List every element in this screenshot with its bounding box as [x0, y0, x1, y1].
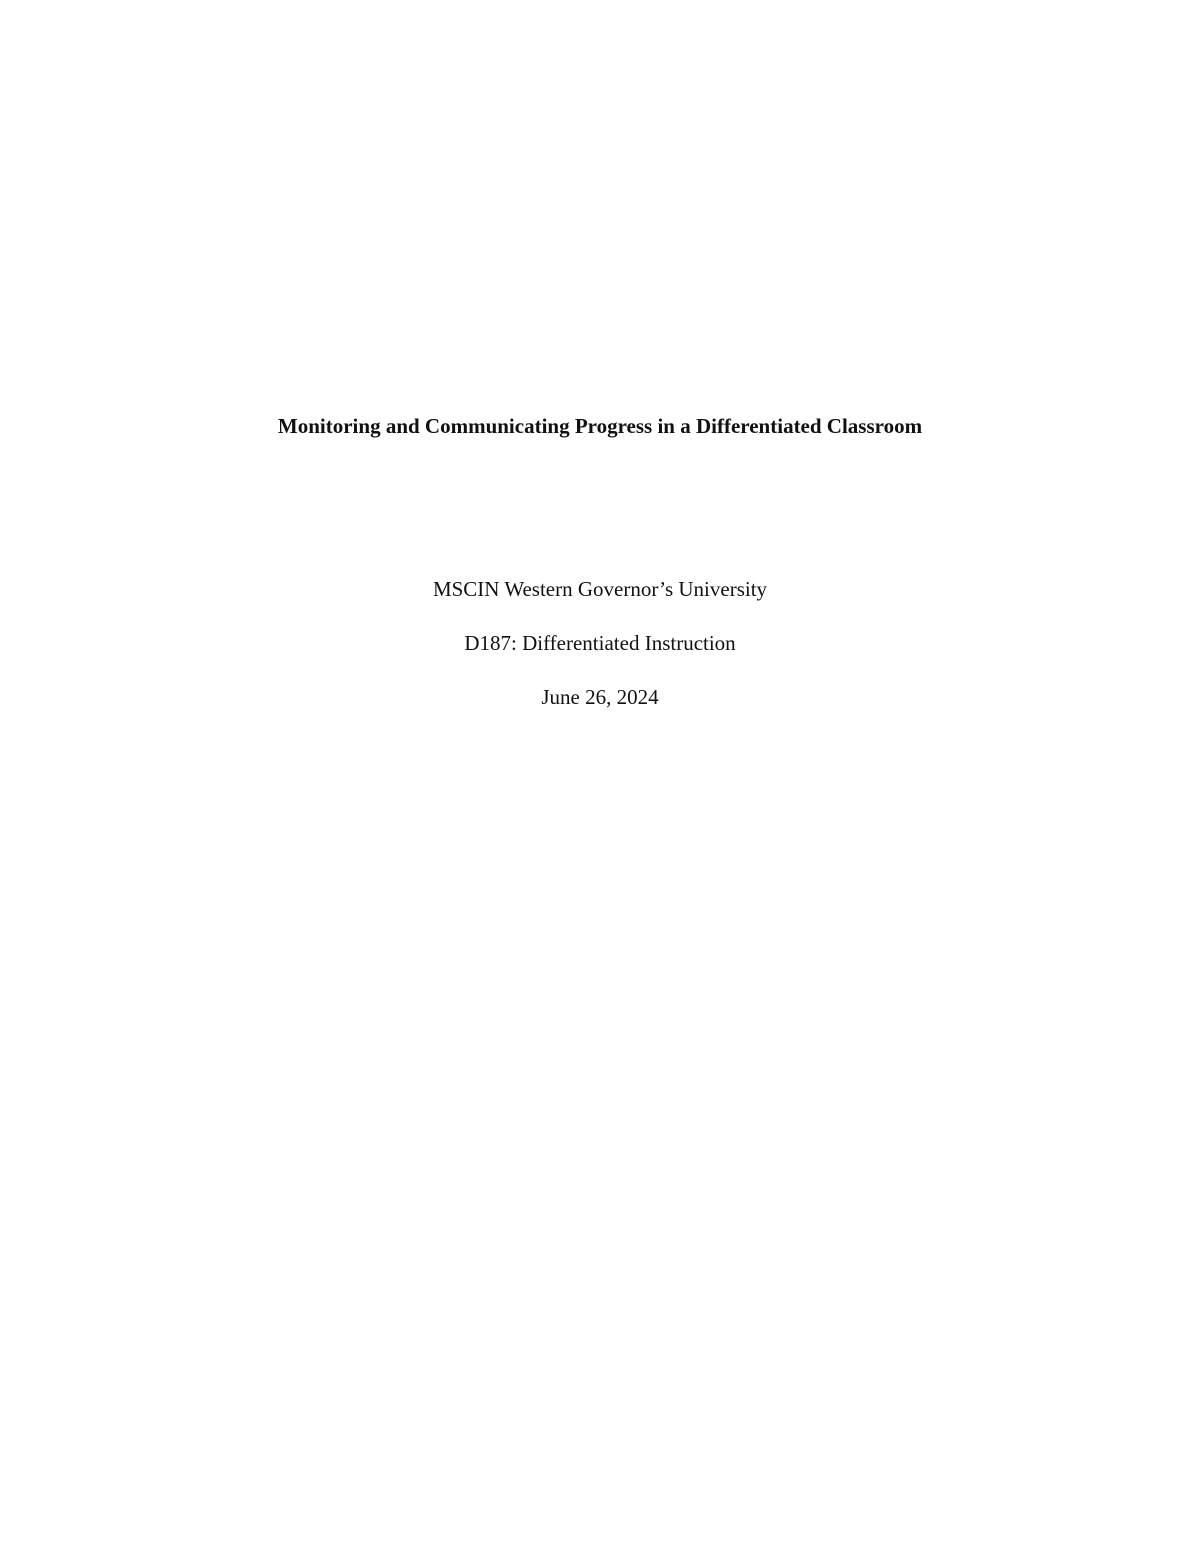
- paper-title: Monitoring and Communicating Progress in a Differentiated Classroom: [277, 414, 923, 438]
- author-institution-line: MSCIN Western Governor’s University: [432, 577, 768, 601]
- course-line: D187: Differentiated Instruction: [464, 631, 736, 655]
- date-line: June 26, 2024: [541, 685, 659, 709]
